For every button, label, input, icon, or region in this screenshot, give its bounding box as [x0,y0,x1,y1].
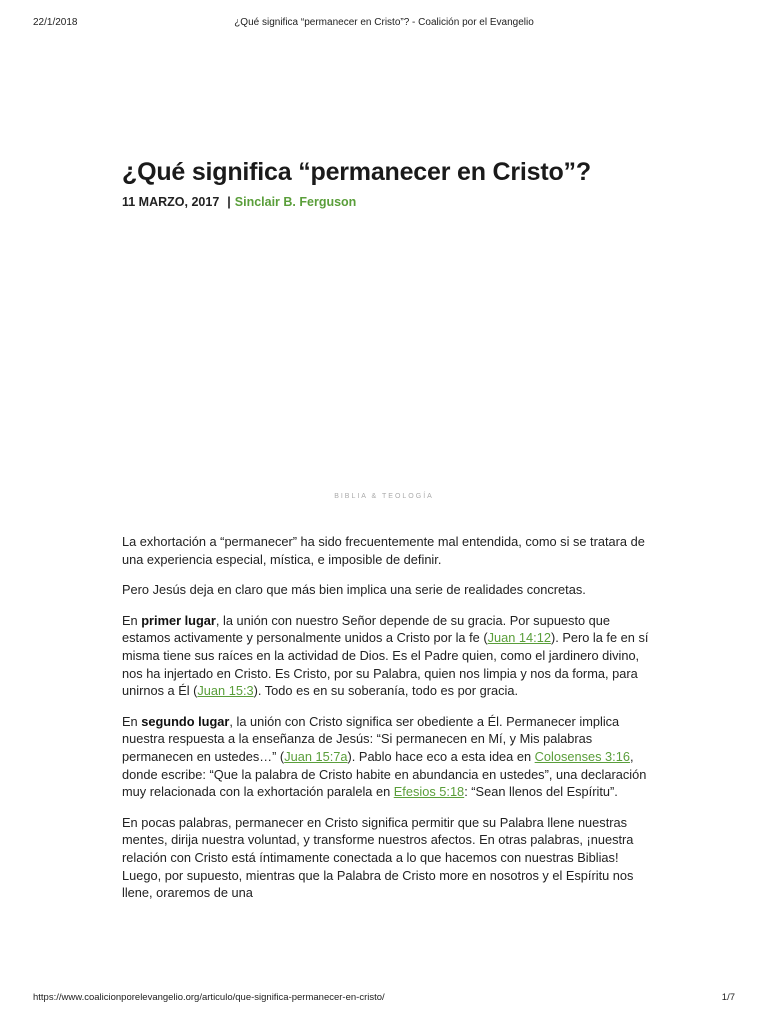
text-span: En [122,612,142,628]
scripture-link-juan-14-12[interactable]: Juan 14:12 [487,630,551,646]
category-label: BIBLIA & TEOLOGÍA [334,493,434,500]
print-footer [33,992,735,1006]
paragraph-3 [122,612,652,700]
text-span: , donde escribe: “Que la palabra de Cristo habite en abundancia en ustedes”, una declaración muy relacionada con la exhortación paralela en [122,748,647,800]
article-meta [122,193,644,211]
scripture-link-juan-15-7a[interactable]: Juan 15:7a [284,748,348,764]
paragraph-4 [122,713,652,801]
scripture-link-efesios-5-18[interactable]: Efesios 5:18 [393,784,465,800]
publish-date: 11 MARZO, 2017 [122,195,220,209]
text-span: ). Todo es en su soberanía, todo es por gracia. [253,683,519,699]
scripture-link-juan-15-3[interactable]: Juan 15:3 [197,683,254,699]
text-span: , la unión con nuestro Señor depende de su gracia. Por supuesto que estamos activamente y personalmente unidos a Cristo por la fe ( [122,612,611,646]
text-span: , la unión con Cristo significa ser obediente a Él. Permanecer implica nuestra respuesta a la enseñanza de Jesús: “Si permanecen en Mí, y Mis palabras permanecen en ustedes…” ( [122,713,620,764]
meta-separator: | [227,195,231,209]
article-body [122,533,652,915]
text-span: ). Pero la fe en sí misma tiene sus raíces en la actividad de Dios. Es el Padre quien, como el jardinero divino, nos ha injertado en Cristo. Es Cristo, por su Palabra, quien nos limpia y nos da forma, para unirnos a Él ( [122,630,649,699]
page-url: https://www.coalicionporelevangelio.org/articulo/que-significa-permanecer-en-cristo/ [33,992,385,1003]
article-header [122,158,644,211]
emphasis-first-place: primer lugar [141,612,216,628]
text-span: : “Sean llenos del Espíritu”. [464,784,618,800]
text-span: ). Pablo hace eco a esta idea en [347,748,535,764]
print-header [33,17,735,31]
text-span: En [122,713,142,729]
paragraph-2: Pero Jesús deja en claro que más bien implica una serie de realidades concretas. [122,582,586,598]
paragraph-1: La exhortación a “permanecer” ha sido frecuentemente mal entendida, como si se tratara de una experiencia especial, mística, e imposible de definir. [122,534,645,567]
article-title: ¿Qué significa “permanecer en Cristo”? [122,158,591,186]
page-number: 1/7 [721,992,735,1003]
print-page-title: ¿Qué significa “permanecer en Cristo”? - Coalición por el Evangelio [234,17,534,28]
author-link[interactable]: Sinclair B. Ferguson [234,195,357,209]
scripture-link-colosenses-3-16[interactable]: Colosenses 3:16 [534,748,630,764]
print-date: 22/1/2018 [33,17,78,28]
paragraph-5: En pocas palabras, permanecer en Cristo significa permitir que su Palabra llene nuestras mentes, dirija nuestra voluntad, y transforme nuestros afectos. En otras palabras, ¡nuestra relación con Cristo está íntimamente conectada a lo que hacemos con nuestras Biblias! Luego, por supuesto, mientras que la Palabra de Cristo more en nosotros y el Espíritu nos llene, oraremos de una [122,814,634,901]
emphasis-second-place: segundo lugar [141,713,230,729]
